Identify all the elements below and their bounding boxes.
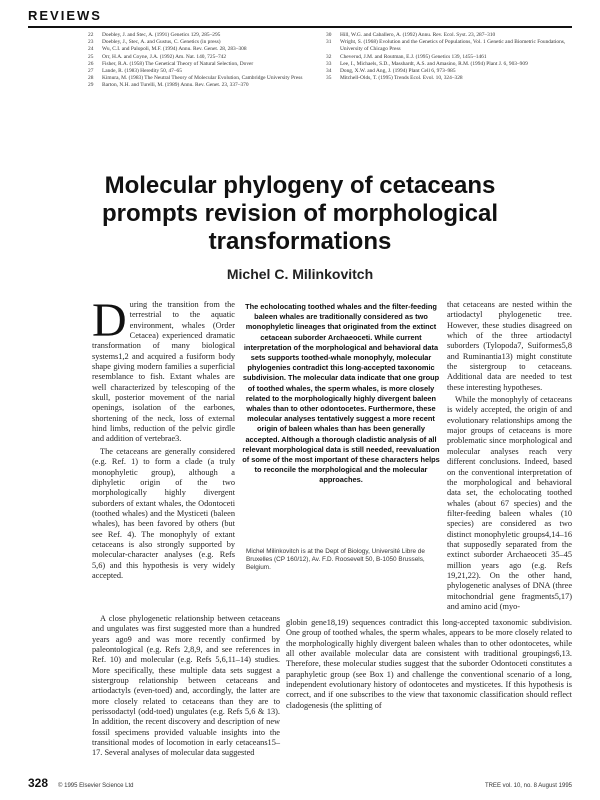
reference-item: 26 Fisher, R.A. (1958) The Genetical Theory of Natural Selection, Dover — [88, 60, 254, 67]
reference-item: 27 Lande, R. (1983) Heredity 50, 47–65 — [88, 68, 182, 75]
body-paragraph: While the monophyly of cetaceans is widely accepted, the origin of and evolutionary relationships among the major groups of cetaceans is more problematic since morphological and molecular analyses reach very different conclusions. Indeed, based on the conventional interpretation of the morphological and behavioral data set, the echolocating toothed whales (about 67 species) and the filter-feeding baleen whales (10 species) are considered as two distinct monophyletic groups4,14–16 that supposedly separated from the extinct suborder Archaeoceti 35–45 million years ago (e.g. Refs 19,21,22). On the other hand, phylogenetic analyses of DNA (three mitochondrial gene fragments5,17) and amino acid (myo- — [447, 395, 572, 611]
body-column-left — [92, 294, 235, 583]
page-number: 328 — [28, 776, 49, 790]
reference-item: 31 Wright, S. (1968) Evolution and the Genetics of Populations, Vol. 1 Genetic and Biometric Foundations, University of Chicago Press — [326, 39, 566, 53]
body-paragraph: that cetaceans are nested within the artiodactyl phylogenetic tree. However, these studies disagreed on which of the three artiodactyl suborders (Tylopoda7, Suiformes5,8 and Ruminantia13) might constitute the sistergroup to cetaceans. Additional data are needed to test these interesting hypotheses. — [447, 300, 572, 392]
reference-item: 28 Kimura, M. (1983) The Neutral Theory of Molecular Evolution, Cambridge University Press — [88, 75, 303, 82]
journal-info: TREE vol. 10, no. 8 August 1995 — [484, 783, 572, 789]
reference-item: 35 Mitchell-Olds, T. (1995) Trends Ecol. Evol. 10, 324–328 — [326, 75, 463, 82]
page-footer — [28, 776, 572, 790]
reference-list-left — [88, 32, 308, 90]
copyright: © 1995 Elsevier Science Ltd — [58, 783, 134, 789]
body-paragraph: During the transition from the terrestrial to the aquatic environment, whales (Order Cetacea) experienced dramatic transformation of many biological systems1,2 and acquired a fusiform body shape giving modern families a superficial resemblance to fish. Extant whales are well characterized by telescoping of the skull, posterior movement of the narial openings, isolation of the earbones, shortening of the neck, loss of external hind limbs, reduction of the pelvic girdle and addition of vertebrae3. — [92, 294, 235, 444]
dropcap: D — [92, 294, 127, 347]
reference-item: 33 Lee, I., Michaels, S.D., Masshardt, A.S. and Amasino, R.M. (1994) Plant J. 6, 903–909 — [326, 60, 528, 67]
header-rule — [28, 26, 572, 28]
reference-item: 34 Dong, X.W. and Ang, J. (1994) Plant Cell 6, 973–985 — [326, 68, 456, 75]
abstract: The echolocating toothed whales and the filter-feeding baleen whales are traditionally considered as two monophyletic lineages that originated from the extinct cetacean suborder Archaeoceti. While current interpretation of the morphological and behavioral data sets supports toothed-whale monophyly, molecular phylogenies contradict this long-accepted taxonomic subdivision. The molecular data indicate that one group of toothed whales, the sperm whales, is more closely related to the morphologically highly divergent baleen whales than to other odontocetes. Furthermore, these molecular analyses tentatively suggest a more recent origin of baleen whales than has been generally accepted. Although a thorough cladistic analysis of all relevant morphological data is still needed, reevaluation of some of the most important of these characters helps to reconcile the morphological and the molecular approaches. — [242, 302, 440, 485]
author-affiliation: Michel Milinkovitch is at the Dept of Biology, Université Libre de Bruxelles (CP 160/12), Av. F.D. Roosevelt 50, B-1050 Brussels, Belgium. — [246, 548, 425, 572]
reference-item: 32 Cheverud, J.M. and Routman, E.J. (1995) Genetics 139, 1455–1461 — [326, 53, 487, 60]
reference-item: 23 Doebley, J., Stec, A. and Gustus, C. Genetics (in press) — [88, 39, 221, 46]
reference-list-right — [326, 32, 576, 82]
reference-item: 29 Barton, N.H. and Turelli, M. (1989) Annu. Rev. Genet. 23, 337–370 — [88, 82, 249, 89]
reference-item: 25 Orr, H.A. and Coyne, J.A. (1992) Am. Nat. 140, 725–742 — [88, 53, 227, 60]
body-paragraph: The cetaceans are generally considered (e.g. Ref. 1) to form a clade (a truly monophyletic group), although a diphyletic origin of the two morphologically highly divergent suborders of extant whales, the Odontoceti (toothed whales) and the Mysticeti (baleen whales), has been favored by others (but see Ref. 4). The monophyly of extant cetaceans is also strongly supported by molecular-character analyses (e.g. Refs 5,6) and this hypothesis is very widely accepted. — [92, 446, 235, 580]
article-title: Molecular phylogeny of cetaceans prompts revision of morphological transformations — [101, 172, 499, 255]
body-column-right — [447, 300, 572, 614]
body-paragraph-lower-left: A close phylogenetic relationship between cetaceans and ungulates was first suggested more than a hundred years ago9 and was more recently confirmed by paleontological (e.g. Refs 2,8,9, and see references in Ref. 10) and molecular (e.g. Refs 5,6,11–14) studies. More specifically, these multiple data sets suggest a sistergroup relationship between cetaceans and artiodactyls (even-toed) and, accordingly, the latter are more closely related to cetaceans than they are to perissodactyl (odd-toed) ungulates (e.g. Refs 5,6 & 13). In addition, the recent discovery and description of new fossil specimens provided valuable insights into the transitional modes of locomotion in early cetaceans15–17. Several analyses of molecular data suggested — [92, 614, 280, 758]
article-author: Michel C. Milinkovitch — [226, 266, 374, 282]
reference-item: 30 Hill, W.G. and Caballero, A. (1992) Annu. Rev. Ecol. Syst. 23, 287–310 — [326, 32, 496, 38]
section-label: REVIEWS — [28, 8, 102, 23]
reference-item: 24 Wu, C.I. and Palopoli, M.F. (1994) Annu. Rev. Genet. 28, 283–308 — [88, 46, 247, 53]
body-paragraph-lower-right: globin gene18,19) sequences contradict this long-accepted taxonomic subdivision. One group of toothed whales, the sperm whales, appears to be more closely related to the morphologically highly divergent baleen whales than to other odontocetes, while all other available molecular data are consistent with traditional groupings6,13. Therefore, these molecular studies suggest that the suborder Odontoceti constitutes a paraphyletic group (see Box 1) and challenge the conventional scenario of a long, independent evolutionary history of odontocetes and mysticetes. If this hypothesis is correct, and if one subscribes to the view that taxonomic classification should reflect cladogenesis (the splitting of — [286, 618, 572, 710]
reference-item: 22 Doebley, J. and Stec, A. (1991) Genetics 129, 285–295 — [88, 32, 221, 38]
